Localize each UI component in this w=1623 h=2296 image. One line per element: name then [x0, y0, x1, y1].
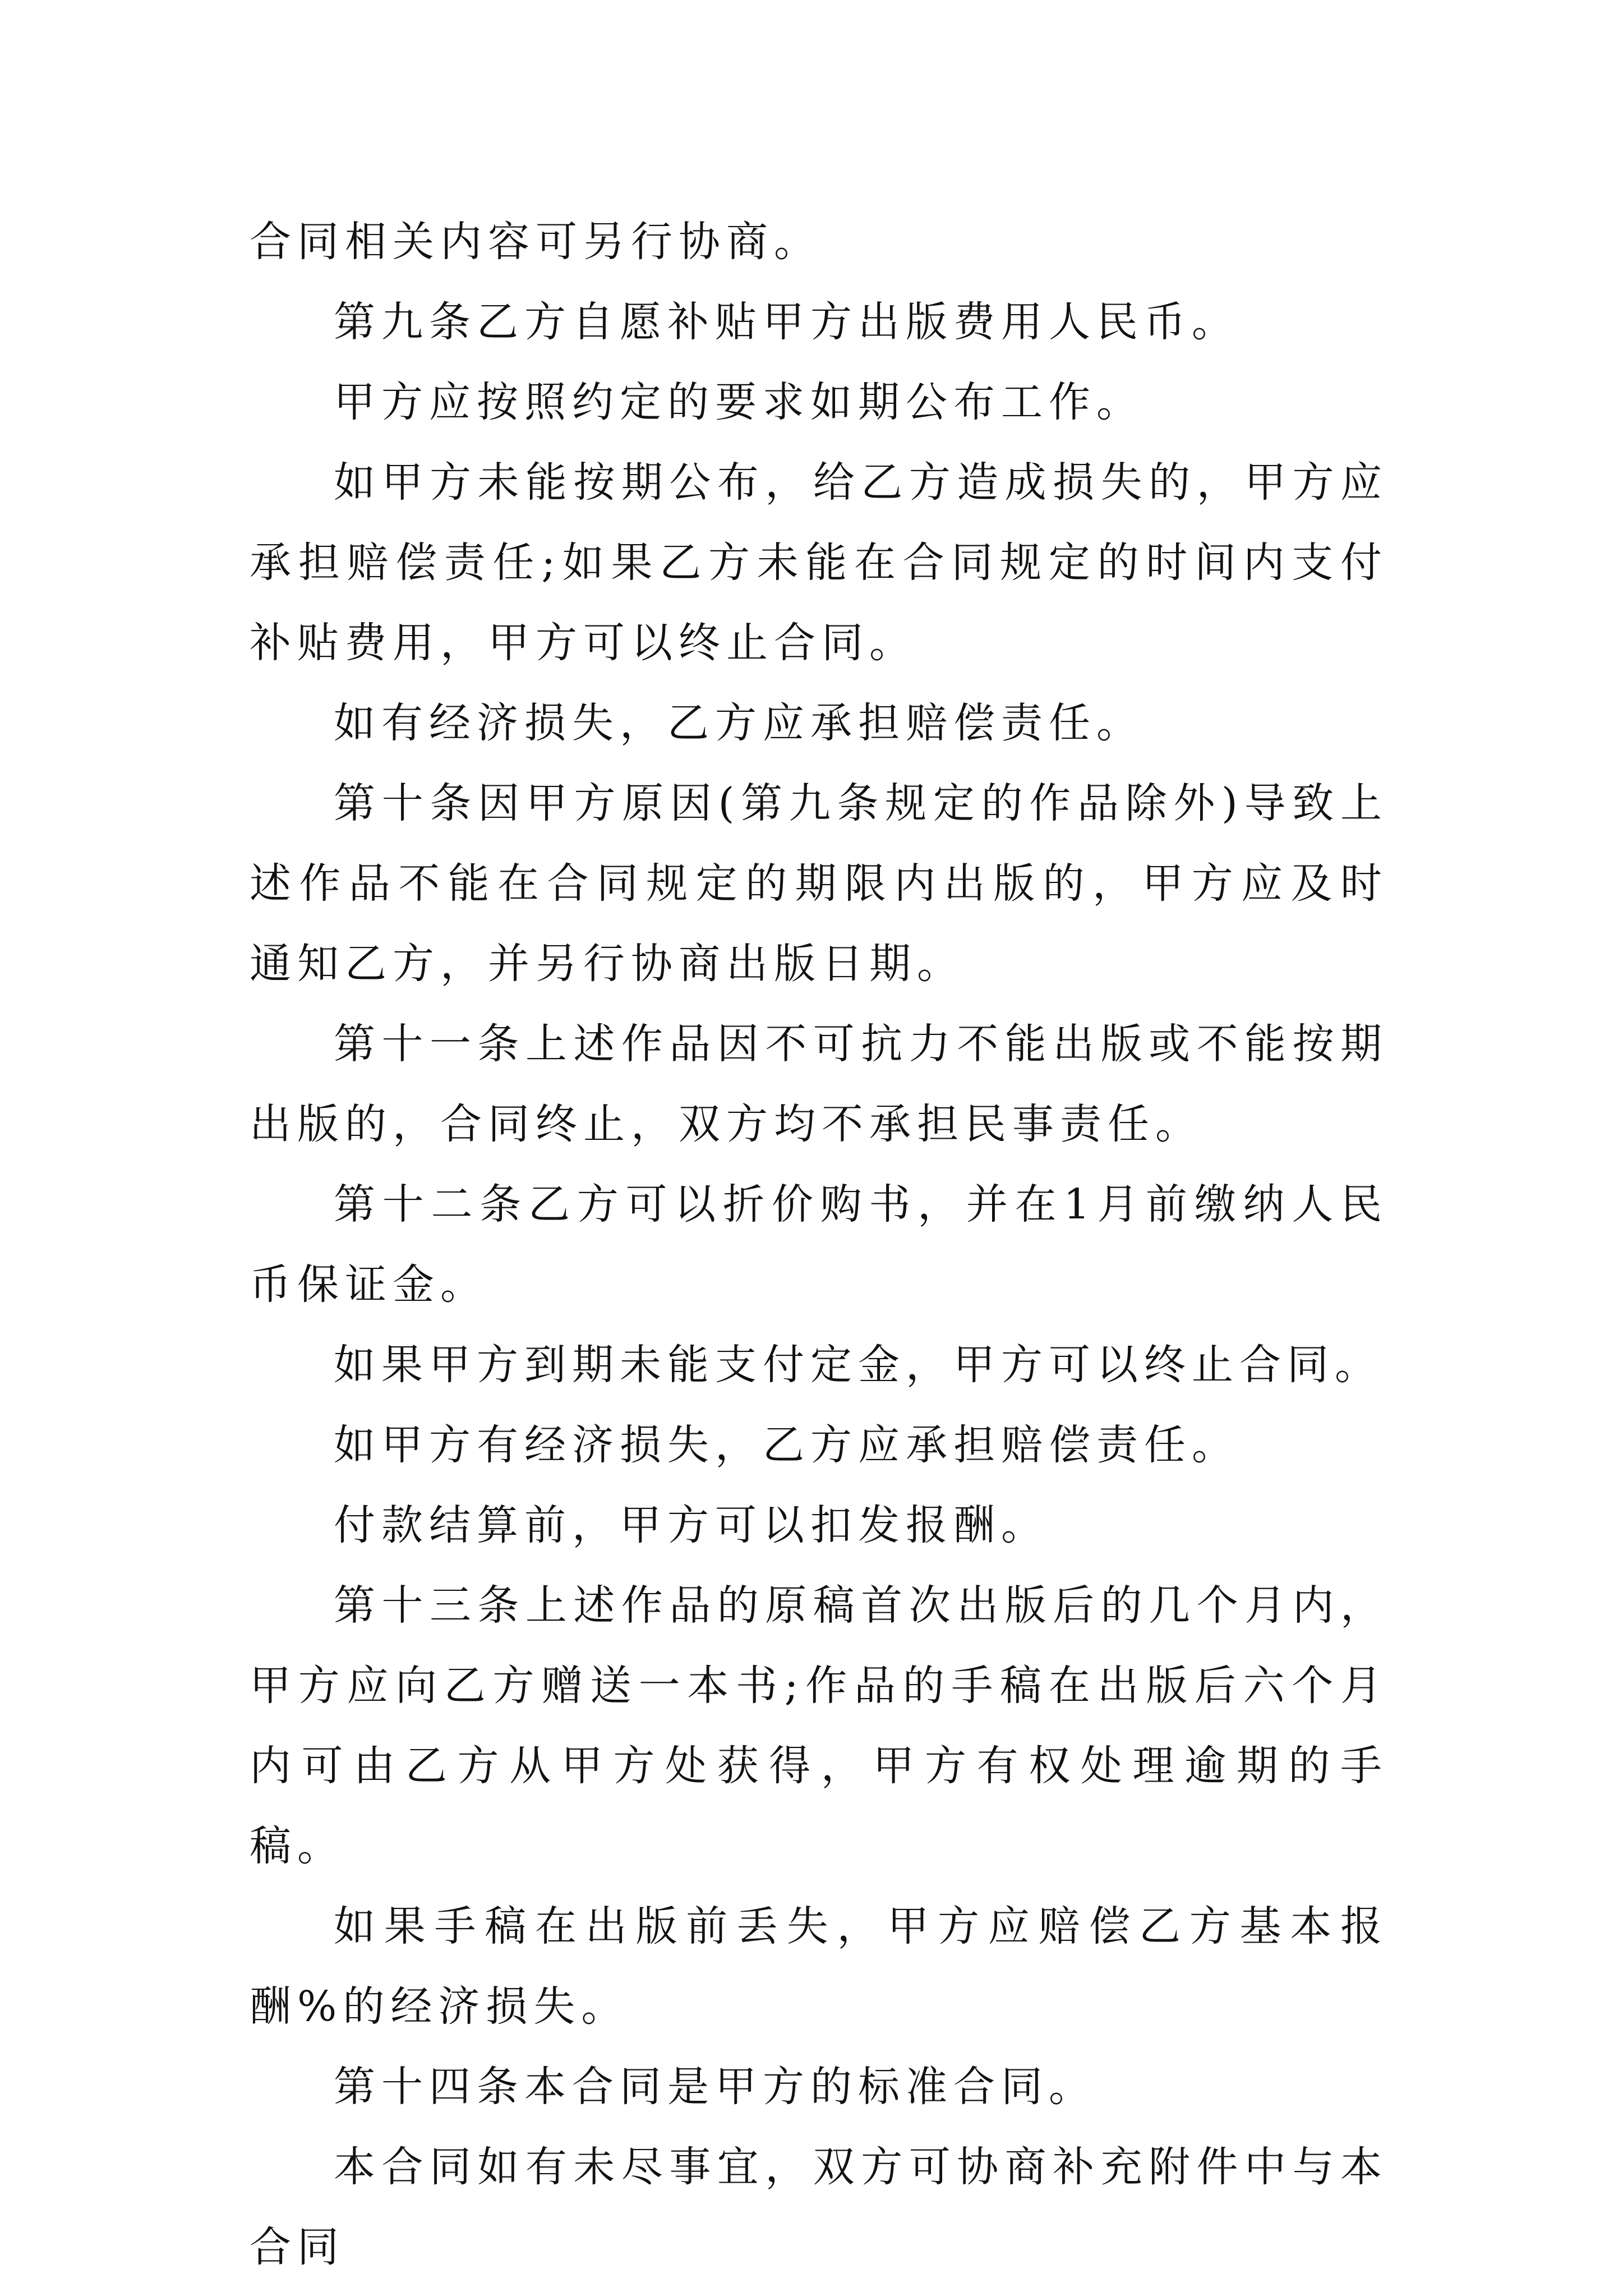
- paragraph: 第十条因甲方原因(第九条规定的作品除外)导致上述作品不能在合同规定的期限内出版的，甲方应及时通知乙方，并另行协商出版日期。: [250, 779, 1388, 988]
- paragraph: 如果手稿在出版前丢失，甲方应赔偿乙方基本报酬%的经济损失。: [250, 1902, 1388, 2031]
- paragraph: 第十三条上述作品的原稿首次出版后的几个月内，甲方应向乙方赠送一本书;作品的手稿在出版后六个月内可由乙方从甲方处获得，甲方有权处理逾期的手稿。: [250, 1581, 1388, 1870]
- paragraph: 合同相关内容可另行协商。: [250, 218, 822, 266]
- paragraph: 甲方应按照约定的要求如期公布工作。: [334, 378, 1144, 426]
- paragraph: 如有经济损失，乙方应承担赔偿责任。: [334, 699, 1144, 747]
- paragraph: 如果甲方到期未能支付定金，甲方可以终止合同。: [334, 1341, 1382, 1389]
- document-body: [250, 202, 1388, 2288]
- paragraph: 本合同如有未尽事宜，双方可协商补充附件中与本合同: [250, 2143, 1388, 2271]
- paragraph: 第十一条上述作品因不可抗力不能出版或不能按期出版的，合同终止，双方均不承担民事责任。: [250, 1020, 1388, 1148]
- paragraph: 如甲方有经济损失，乙方应承担赔偿责任。: [334, 1421, 1239, 1469]
- paragraph: 第十二条乙方可以折价购书，并在1月前缴纳人民币保证金。: [250, 1180, 1388, 1309]
- paragraph: 付款结算前，甲方可以扣发报酬。: [334, 1501, 1049, 1549]
- paragraph: 如甲方未能按期公布，给乙方造成损失的，甲方应承担赔偿责任;如果乙方未能在合同规定的时间内支付补贴费用，甲方可以终止合同。: [250, 458, 1388, 667]
- paragraph: 第九条乙方自愿补贴甲方出版费用人民币。: [334, 298, 1239, 346]
- paragraph: 第十四条本合同是甲方的标准合同。: [334, 2063, 1096, 2111]
